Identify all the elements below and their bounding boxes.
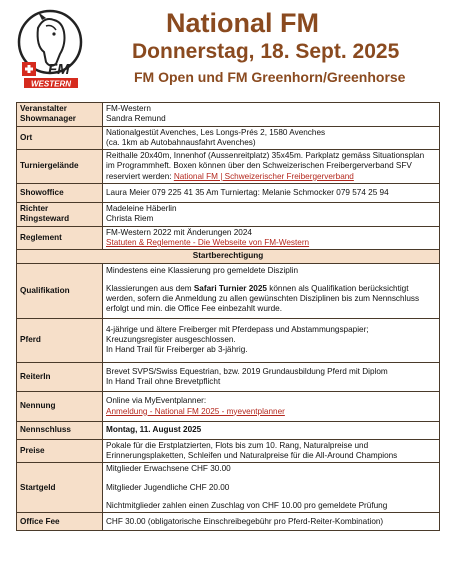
event-subtitle: FM Open und FM Greenhorn/Greenhorse [134,69,406,85]
row-label: Nennung [17,392,103,422]
row-value: Mindestens eine Klassierung pro gemeldete Disziplin Klassierungen aus dem Safari Turnier 2025 können als Qualifikation berücksichtigt werden, sofern die Anmeldung zu allen gewünschten Disziplinen bis zum Nennschluss erfolgt und min. die Office Fee einbezahlt wurde. [103,263,440,318]
fm-western-logo [16,8,86,90]
table-row [17,421,440,439]
page-title: National FM [166,8,319,38]
table-row [17,318,440,362]
row-label: Richter Ringsteward [17,203,103,227]
row-label: Turniergelände [17,150,103,184]
row-value: Reithalle 20x40m, Innenhof (Aussenreitplatz) 35x45m. Parkplatz gemäss Situationsplan im Programmheft. Boxen können über den Schweizerischen Freibergerverband SFV reserviert werden: National FM | Schweizerischer Freibergerverband [103,150,440,184]
row-value: Nationalgestüt Avenches, Les Longs-Prés 2, 1580 Avenches (ca. 1km ab Autobahnausfahrt Avenches) [103,126,440,150]
table-row [17,362,440,392]
svg-text:FM: FM [48,61,70,78]
nennung-link[interactable]: Anmeldung - National FM 2025 - myeventplanner [106,406,285,416]
row-label: ReiterIn [17,362,103,392]
row-value: FM-Western Sandra Remund [103,103,440,127]
table-row [17,184,440,203]
row-value: Mitglieder Erwachsene CHF 30.00 Mitglieder Jugendliche CHF 20.00 Nichtmitglieder zahlen einen Zuschlag von CHF 10.00 pro gemeldete Prüfung [103,463,440,513]
table-row [17,463,440,513]
table-row [17,203,440,227]
table-row [17,126,440,150]
row-value: CHF 30.00 (obligatorische Einschreibegebühr pro Pferd-Reiter-Kombination) [103,513,440,531]
event-date: Donnerstag, 18. Sept. 2025 [132,40,400,63]
row-label: Qualifikation [17,263,103,318]
row-label: Office Fee [17,513,103,531]
table-row [17,103,440,127]
row-value: Madeleine Häberlin Christa Riem [103,203,440,227]
table-row [17,263,440,318]
table-row [17,439,440,463]
table-row [17,226,440,250]
event-info-table [16,102,440,531]
table-row [17,513,440,531]
document-header [0,0,456,100]
table-row [17,250,440,263]
reglement-link[interactable]: Statuten & Reglemente - Die Webseite von FM-Western [106,237,310,247]
row-label: Nennschluss [17,421,103,439]
table-row [17,150,440,184]
row-label: Reglement [17,226,103,250]
svg-text:WESTERN: WESTERN [31,79,71,89]
row-value: Pokale für die Erstplatzierten, Flots bis zum 10. Rang, Naturalpreise und Erinnerungsplaketten, Schleifen und Naturalpreise für die All-Around Champions [103,439,440,463]
row-value: 4-jährige und ältere Freiberger mit Pferdepass und Abstammungspapier; Kreuzungsregister ausgeschlossen. In Hand Trail für Freiberger ab 3-jährig. [103,318,440,362]
row-label: Startgeld [17,463,103,513]
table-row [17,392,440,422]
row-label: Veranstalter Showmanager [17,103,103,127]
row-value: Brevet SVPS/Swiss Equestrian, bzw. 2019 Grundausbildung Pferd mit Diplom In Hand Trail ohne Brevetpflicht [103,362,440,392]
row-value: Online via MyEventplanner: Anmeldung - National FM 2025 - myeventplanner [103,392,440,422]
row-label: Ort [17,126,103,150]
row-label: Showoffice [17,184,103,203]
section-header: Startberechtigung [17,250,440,263]
row-value: Laura Meier 079 225 41 35 Am Turniertag: Melanie Schmocker 079 574 25 94 [103,184,440,203]
sfv-link[interactable]: National FM | Schweizerischer Freibergerverband [173,171,354,181]
row-value: Montag, 11. August 2025 [103,421,440,439]
row-label: Pferd [17,318,103,362]
row-value: FM-Western 2022 mit Änderungen 2024 Statuten & Reglemente - Die Webseite von FM-Western [103,226,440,250]
row-label: Preise [17,439,103,463]
